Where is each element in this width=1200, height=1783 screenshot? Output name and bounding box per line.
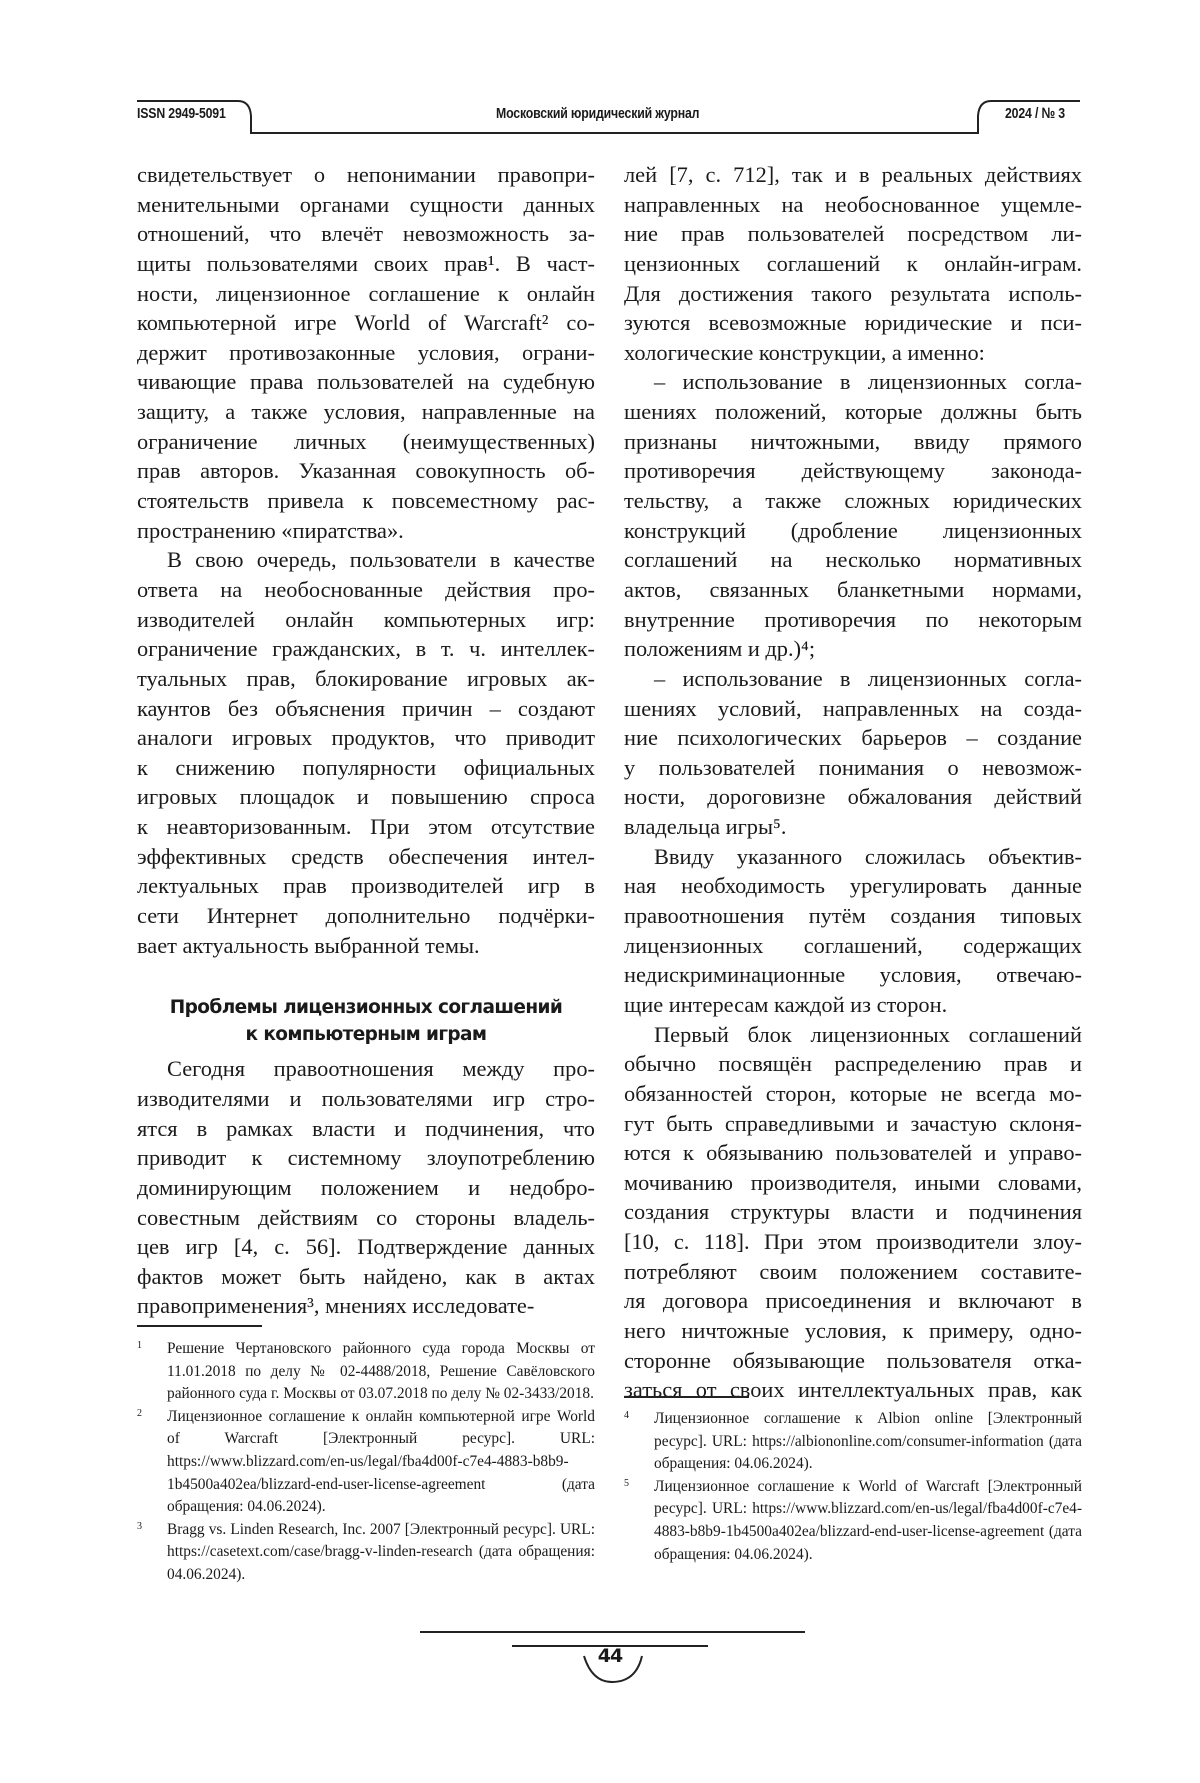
- text-line: свидетельствует о непонимании правопри-: [137, 160, 595, 190]
- heading-line: Проблемы лицензионных соглашений: [137, 994, 595, 1021]
- footnote: [624, 1476, 1082, 1566]
- footnote-number: 2: [137, 1403, 142, 1426]
- text-line: держит противозаконные условия, ограни-: [137, 338, 595, 368]
- text-line: компьютерной игре World of Warcraft² со-: [137, 308, 595, 338]
- text-line: правоприменения³, мнениях исследовате-: [137, 1291, 595, 1321]
- text-line: заться от своих интеллектуальных прав, как: [624, 1375, 1082, 1405]
- text-line: шениях положений, которые должны быть: [624, 397, 1082, 427]
- footnote: [624, 1408, 1082, 1476]
- text-line: В свою очередь, пользователи в качестве: [137, 545, 595, 575]
- footnotes-right: [624, 1408, 1082, 1566]
- text-line: мочиванию производителя, иными словами,: [624, 1168, 1082, 1198]
- text-line: ная необходимость урегулировать данные: [624, 871, 1082, 901]
- text-line: зуются всевозможные юридические и пси-: [624, 308, 1082, 338]
- footnote-rule: [137, 1325, 262, 1327]
- page-number: 44: [585, 1645, 635, 1667]
- text-line: правоотношения путём создания типовых: [624, 901, 1082, 931]
- header-frame: [0, 0, 1200, 160]
- text-line: ние прав пользователей посредством ли-: [624, 219, 1082, 249]
- text-line: недискриминационные условия, отвечаю-: [624, 960, 1082, 990]
- footnote: [137, 1338, 595, 1406]
- text-line: защиту, а также условия, направленные на: [137, 397, 595, 427]
- heading-line: к компьютерным играм: [137, 1021, 595, 1048]
- paragraph: [137, 545, 595, 960]
- text-line: соглашений на несколько нормативных: [624, 545, 1082, 575]
- footnote-number: 1: [137, 1335, 142, 1358]
- text-line: фактов может быть найдено, как в актах: [137, 1262, 595, 1292]
- paragraph: [137, 1054, 595, 1321]
- text-line: Сегодня правоотношения между про-: [137, 1054, 595, 1084]
- text-line: признаны ничтожными, ввиду прямого: [624, 427, 1082, 457]
- text-line: актов, связанных бланкетными нормами,: [624, 575, 1082, 605]
- text-line: Первый блок лицензионных соглашений: [624, 1020, 1082, 1050]
- text-line: эффективных средств обеспечения интел-: [137, 842, 595, 872]
- text-line: ности, лицензионное соглашение к онлайн: [137, 279, 595, 309]
- text-line: Для достижения такого результата исполь-: [624, 279, 1082, 309]
- text-line: щие интересам каждой из сторон.: [624, 990, 1082, 1020]
- text-line: [10, с. 118]. При этом производители злоу-: [624, 1227, 1082, 1257]
- text-line: ограничение гражданских, в т. ч. интеллек-: [137, 634, 595, 664]
- text-line: к снижению популярности официальных: [137, 753, 595, 783]
- text-line: сети Интернет дополнительно подчёрки-: [137, 901, 595, 931]
- text-line: противоречия действующему законода-: [624, 456, 1082, 486]
- paragraph: [624, 160, 1082, 367]
- section-heading: [137, 994, 595, 1048]
- text-line: игровых площадок и повышению спроса: [137, 782, 595, 812]
- text-line: обязанностей сторон, которые не всегда мо-: [624, 1079, 1082, 1109]
- text-line: изводителей онлайн компьютерных игр:: [137, 605, 595, 635]
- text-line: ние психологических барьеров – создание: [624, 723, 1082, 753]
- footnote-rule: [624, 1396, 749, 1398]
- text-line: лектуальных прав производителей игр в: [137, 871, 595, 901]
- paragraph: [624, 1020, 1082, 1405]
- text-line: ля договора присоединения и включают в: [624, 1286, 1082, 1316]
- text-line: обычно посвящён распределению прав и: [624, 1049, 1082, 1079]
- text-line: внутренние противоречия по некоторым: [624, 605, 1082, 635]
- text-line: менительными органами сущности данных: [137, 190, 595, 220]
- text-line: создания структуры власти и подчинения: [624, 1197, 1082, 1227]
- text-line: хологические конструкции, а именно:: [624, 338, 1082, 368]
- text-line: – использование в лицензионных согла-: [624, 664, 1082, 694]
- text-line: ограничение личных (неимущественных): [137, 427, 595, 457]
- text-line: лицензионных соглашений, содержащих: [624, 931, 1082, 961]
- text-line: ответа на необоснованные действия про-: [137, 575, 595, 605]
- text-line: стоятельств привела к повсеместному рас-: [137, 486, 595, 516]
- text-line: него ничтожные условия, к примеру, одно-: [624, 1316, 1082, 1346]
- text-line: совестным действиям со стороны владель-: [137, 1203, 595, 1233]
- text-line: владельца игры⁵.: [624, 812, 1082, 842]
- text-line: шениях условий, направленных на созда-: [624, 694, 1082, 724]
- text-line: Ввиду указанного сложилась объектив-: [624, 842, 1082, 872]
- text-line: изводителями и пользователями игр стро-: [137, 1084, 595, 1114]
- paragraph: [624, 664, 1082, 842]
- paragraph: [624, 842, 1082, 1020]
- footnote-text: Лицензионное соглашение к World of Warcraft [Электронный ресурс]. URL: https://www.blizzard.com/en-us/legal/fba4d00f-c7e4-4883-b8b9-1b4500a402ea/blizzard-end-user-license-agreement (дата обращения: 04.06.2024).: [654, 1476, 1082, 1566]
- footnote: [137, 1406, 595, 1519]
- text-line: ятся в рамках власти и подчинения, что: [137, 1114, 595, 1144]
- text-line: чивающие права пользователей на судебную: [137, 367, 595, 397]
- text-line: гут быть справедливыми и зачастую склоня-: [624, 1109, 1082, 1139]
- text-line: – использование в лицензионных согла-: [624, 367, 1082, 397]
- footnote-text: Лицензионное соглашение к онлайн компьютерной игре World of Warcraft [Электронный ресурс]. URL: https://www.blizzard.com/en-us/legal/fba4d00f-c7e4-4883-b8b9-1b4500a402ea/blizzard-end-user-license-agreement (дата обращения: 04.06.2024).: [167, 1406, 595, 1519]
- text-line: к неавторизованным. При этом отсутствие: [137, 812, 595, 842]
- footnote-text: Лицензионное соглашение к Albion online [Электронный ресурс]. URL: https://albiononline.com/consumer-information (дата обращения: 04.06.2024).: [654, 1408, 1082, 1476]
- text-line: доминирующим положением и недобро-: [137, 1173, 595, 1203]
- text-line: направленных на необоснованное ущемле-: [624, 190, 1082, 220]
- text-line: положениям и др.)⁴;: [624, 634, 1082, 664]
- text-line: каунтов без объяснения причин – создают: [137, 694, 595, 724]
- text-line: сторонне обязывающие пользователя отка-: [624, 1346, 1082, 1376]
- journal-title: Московский юридический журнал: [496, 105, 699, 122]
- text-line: цензионных соглашений к онлайн-играм.: [624, 249, 1082, 279]
- text-line: отношений, что влечёт невозможность за-: [137, 219, 595, 249]
- text-line: лей [7, с. 712], так и в реальных действиях: [624, 160, 1082, 190]
- text-line: тельству, а также сложных юридических: [624, 486, 1082, 516]
- footnote-number: 3: [137, 1516, 142, 1539]
- paragraph: [624, 367, 1082, 663]
- text-line: приводит к системному злоупотреблению: [137, 1143, 595, 1173]
- footnote-number: 4: [624, 1405, 629, 1428]
- left-column: [137, 160, 595, 1321]
- text-line: цев игр [4, с. 56]. Подтверждение данных: [137, 1232, 595, 1262]
- footnote-number: 5: [624, 1473, 629, 1496]
- text-line: ности, дороговизне обжалования действий: [624, 782, 1082, 812]
- issn: ISSN 2949-5091: [137, 105, 226, 122]
- footnote: [137, 1519, 595, 1587]
- text-line: у пользователей понимания о невозмож-: [624, 753, 1082, 783]
- text-line: пространению «пиратства».: [137, 516, 595, 546]
- text-line: ются к обязыванию пользователей и управо-: [624, 1138, 1082, 1168]
- text-line: потребляют своим положением составите-: [624, 1257, 1082, 1287]
- footnotes-left: [137, 1338, 595, 1587]
- footnote-text: Решение Чертановского районного суда города Москвы от 11.01.2018 по делу № 02-4488/2018, Решение Савёловского районного суда г. Москвы от 03.07.2018 по делу № 02-3433/2018.: [167, 1338, 595, 1406]
- text-line: туальных прав, блокирование игровых ак-: [137, 664, 595, 694]
- text-line: прав авторов. Указанная совокупность об-: [137, 456, 595, 486]
- footnote-text: Bragg vs. Linden Research, Inc. 2007 [Электронный ресурс]. URL: https://casetext.com/case/bragg-v-linden-research (дата обращения: 04.06.2024).: [167, 1519, 595, 1587]
- issue-number: 2024 / № 3: [1005, 105, 1065, 122]
- paragraph: [137, 160, 595, 545]
- right-column: [624, 160, 1082, 1405]
- text-line: конструкций (дробление лицензионных: [624, 516, 1082, 546]
- text-line: щиты пользователями своих прав¹. В част-: [137, 249, 595, 279]
- text-line: аналоги игровых продуктов, что приводит: [137, 723, 595, 753]
- text-line: вает актуальность выбранной темы.: [137, 931, 595, 961]
